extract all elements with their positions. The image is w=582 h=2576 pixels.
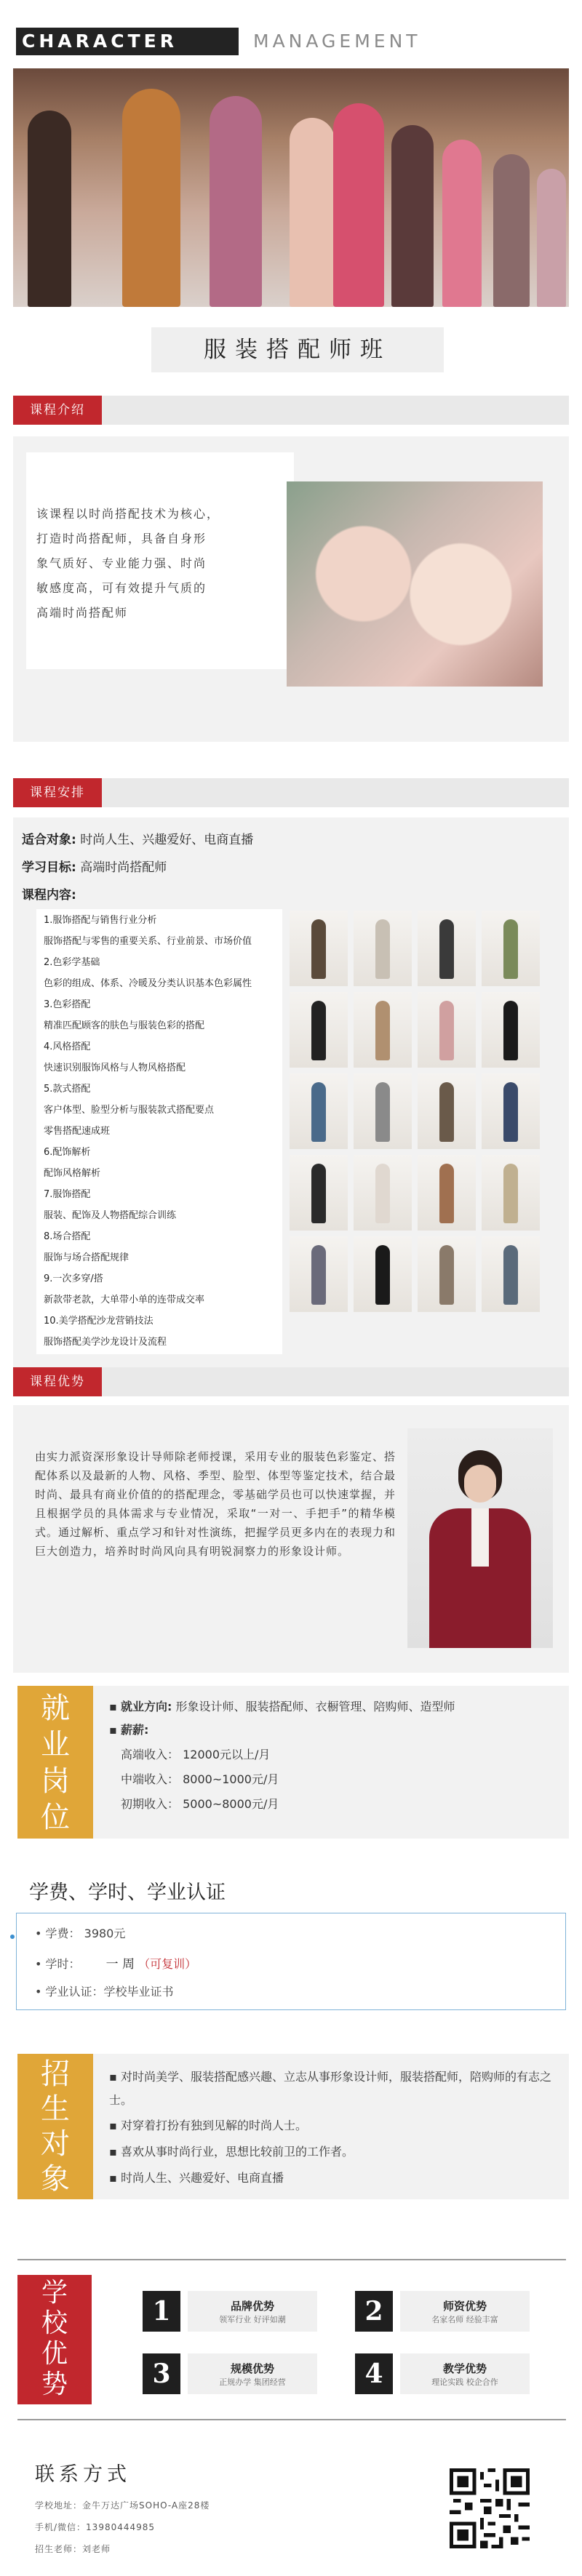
outfit-photo — [482, 1073, 540, 1149]
list-item: 快速识别服饰风格与人物风格搭配 — [44, 1063, 186, 1073]
outfit-photo — [418, 992, 476, 1068]
school-card-number: 4 — [355, 2353, 393, 2394]
outfit-photo — [354, 1155, 412, 1231]
outfit-photo — [354, 911, 412, 986]
outfit-photo — [354, 992, 412, 1068]
content-label: 课程内容: — [22, 888, 76, 903]
list-item: 服饰与场合搭配规律 — [44, 1252, 129, 1263]
outfit-photo — [290, 1155, 348, 1231]
outfit-photo — [354, 1073, 412, 1149]
fee-title: 学费、学时、学业认证 — [29, 1881, 226, 1904]
salary-row: 初期收入： 5000~8000元/月 — [121, 1797, 279, 1811]
outfit-photo — [290, 1073, 348, 1149]
qr-code-icon — [450, 2468, 530, 2548]
salary-row: 高端收入： 12000元以上/月 — [121, 1748, 271, 1761]
cert-row: • 学业认证：学校毕业证书 — [35, 1985, 174, 1999]
list-item: 9.一次多穿/搭 — [44, 1273, 103, 1284]
outfit-photo — [354, 1236, 412, 1312]
school-card-sub: 名家名师 经验丰富 — [431, 2315, 498, 2324]
divider — [17, 2259, 566, 2260]
school-tag: 学 校 优 势 — [17, 2275, 92, 2404]
school-card-sub: 领军行业 好评如潮 — [219, 2315, 286, 2324]
header-dark-label: CHARACTER — [16, 28, 239, 55]
list-item: 色彩的组成、体系、冷暖及分类认识基本色彩属性 — [44, 978, 252, 989]
school-card-title: 教学优势 — [442, 2362, 487, 2375]
outfit-photo — [290, 1236, 348, 1312]
list-item: 4.风格搭配 — [44, 1041, 91, 1052]
list-item: 服装、配饰及人物搭配综合训练 — [44, 1210, 177, 1221]
outfit-photo — [418, 1155, 476, 1231]
intro-text — [36, 502, 274, 625]
audience-label: 适合对象: — [22, 833, 76, 847]
school-card-number: 3 — [143, 2353, 180, 2394]
section-tag-intro: 课程介绍 — [13, 396, 102, 425]
list-item: 新款带老款，大单带小单的连带成交率 — [44, 1295, 205, 1305]
intro-line: 打造时尚搭配师，具备自身形 — [36, 532, 207, 545]
school-card-title: 师资优势 — [442, 2300, 487, 2313]
outfit-photo — [482, 911, 540, 986]
list-item: 6.配饰解析 — [44, 1147, 91, 1158]
outfit-photo — [482, 992, 540, 1068]
goal-value: 高端时尚搭配师 — [80, 860, 167, 875]
salary-row: 中端收入： 8000~1000元/月 — [121, 1772, 279, 1786]
outfit-photo — [482, 1236, 540, 1312]
audience-value: 时尚人生、兴趣爱好、电商直播 — [80, 833, 254, 847]
contact-address: 学校地址：金牛万达广场SOHO-A座28楼 — [35, 2500, 210, 2511]
list-item: 零售搭配速成班 — [44, 1126, 111, 1137]
section-tag-arrange: 课程安排 — [13, 778, 102, 807]
teacher-photo — [407, 1428, 553, 1648]
outfit-photo-grid — [290, 911, 543, 1356]
intro-line: 敏感度高，可有效提升气质的 — [36, 581, 207, 595]
outfit-photo — [482, 1155, 540, 1231]
goal-row — [22, 857, 167, 875]
school-card-number: 1 — [143, 2291, 180, 2332]
list-item: 精准匹配顾客的肤色与服装色彩的搭配 — [44, 1020, 205, 1031]
outfit-photo — [418, 1073, 476, 1149]
list-item: 服饰搭配与零售的重要关系、行业前景、市场价值 — [44, 936, 252, 947]
goal-label: 学习目标: — [22, 860, 76, 875]
school-card-title: 品牌优势 — [230, 2300, 274, 2313]
school-card-sub: 理论实践 校企合作 — [431, 2377, 498, 2387]
intro-line: 象气质好、专业能力强、时尚 — [36, 556, 207, 570]
recruit-item: ▪ 对时尚美学、服装搭配感兴趣、立志从事形象设计师，服装搭配师，陪购师的有志之士。 — [109, 2070, 551, 2107]
header-light-label: MANAGEMENT — [253, 31, 421, 52]
advantage-text: 由实力派资深形象设计导师除老师授课，采用专业的服装色彩鉴定、搭配体系以及最新的人物、风格、季型、脸型、体型等鉴定技术，结合最时尚、最具有商业价值的的搭配理念，零基础学员也可以快速掌握，并且根据学员的具体需求与专业情况，采取“一对一、手把手”的精华模式。通过解析、重点学习和针对性演练，把握学员更多内在的表现力和巨大创造力，培养时时尚风向具有明锐洞察力的形象设计师。 — [35, 1450, 396, 1558]
list-item: 5.款式搭配 — [44, 1084, 91, 1095]
intro-models-photo — [287, 481, 543, 687]
outfit-photo — [418, 1236, 476, 1312]
audience-row — [22, 829, 253, 847]
contact-title: 联系方式 — [35, 2463, 131, 2486]
recruit-item: ▪ 对穿着打扮有独到见解的时尚人士。 — [109, 2119, 307, 2132]
contact-phone: 手机/微信：13980444985 — [35, 2522, 156, 2532]
divider — [17, 2419, 566, 2420]
hero-runway-photo — [13, 68, 569, 307]
list-item: 7.服饰搭配 — [44, 1189, 91, 1200]
outfit-photo — [290, 911, 348, 986]
outfit-photo — [418, 911, 476, 986]
jobs-tag: 就 业 岗 位 — [17, 1686, 93, 1839]
contact-teacher: 招生老师：刘老师 — [35, 2544, 111, 2554]
intro-line: 高端时尚搭配师 — [36, 606, 129, 620]
list-item: 10.美学搭配沙龙营销技法 — [44, 1316, 154, 1327]
section-tag-advantage: 课程优势 — [13, 1367, 102, 1396]
fee-dot-icon — [10, 1935, 15, 1939]
intro-line: 该课程以时尚搭配技术为核心， — [36, 507, 220, 521]
job-direction: ▪ 就业方向: 形象设计师、服装搭配师、衣橱管理、陪购师、造型师 — [109, 1700, 455, 1713]
list-item: 客户体型、脸型分析与服装款式搭配要点 — [44, 1105, 215, 1116]
list-item: 配饰风格解析 — [44, 1168, 101, 1179]
recruit-tag: 招 生 对 象 — [17, 2054, 93, 2199]
course-title: 服装搭配师班 — [151, 327, 444, 372]
list-item: 8.场合搭配 — [44, 1231, 91, 1242]
outfit-photo — [290, 992, 348, 1068]
recruit-item: ▪ 喜欢从事时尚行业，思想比较前卫的工作者。 — [109, 2145, 354, 2159]
list-item: 服饰搭配美学沙龙设计及流程 — [44, 1337, 167, 1348]
list-item: 1.服饰搭配与销售行业分析 — [44, 915, 157, 926]
list-item: 3.色彩搭配 — [44, 999, 91, 1010]
school-card-title: 规模优势 — [230, 2362, 274, 2375]
time-row: • 学时： 一 周 （可复训） — [35, 1957, 197, 1972]
school-card-sub: 正规办学 集团经营 — [219, 2377, 286, 2387]
list-item: 2.色彩学基础 — [44, 957, 100, 968]
recruit-item: ▪ 时尚人生、兴趣爱好、电商直播 — [109, 2171, 284, 2185]
school-card-number: 2 — [355, 2291, 393, 2332]
fee-row: • 学费： 3980元 — [35, 1927, 126, 1940]
salary-label: ▪ 薪薪: — [109, 1723, 149, 1737]
